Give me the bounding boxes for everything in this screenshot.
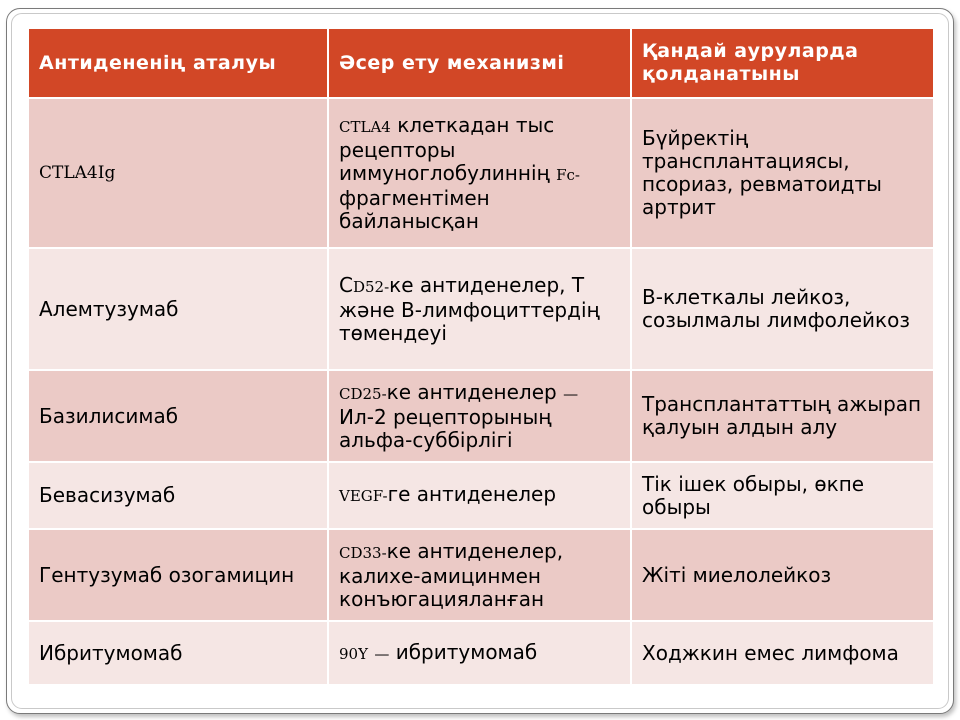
antibody-table bbox=[27, 27, 935, 686]
table-row bbox=[28, 248, 934, 370]
mechanism-cell bbox=[328, 98, 631, 248]
table-row bbox=[28, 462, 934, 529]
mechanism-cell bbox=[328, 621, 631, 685]
table-row bbox=[28, 98, 934, 248]
disease-cell: Трансплантаттың ажырап қалуын алдын алу bbox=[631, 370, 934, 462]
header-mechanism: Әсер ету механизмі bbox=[328, 28, 631, 98]
mechanism-text: клеткадан тыс рецепторы иммуноглобулиннің bbox=[339, 112, 555, 185]
mechanism-text: ге антиденелер bbox=[387, 482, 557, 506]
disease-cell: Тік ішек обыры, өкпе обыры bbox=[631, 462, 934, 529]
mechanism-code: CD25- bbox=[339, 384, 387, 403]
mechanism-text: ке антиденелер bbox=[386, 379, 557, 404]
mechanism-dash: — bbox=[563, 384, 579, 403]
mechanism-dash: — bbox=[374, 644, 390, 663]
mechanism-text-2: Ил-2 рецепторының альфа-суббірлігі bbox=[339, 404, 552, 452]
antibody-name: Ибритумомаб bbox=[28, 621, 328, 685]
antibody-name: Базилисимаб bbox=[28, 370, 328, 462]
disease-cell: Бүйректің трансплантациясы, псориаз, ревматоидты артрит bbox=[631, 98, 934, 248]
mechanism-code: VEGF- bbox=[339, 487, 388, 505]
mechanism-text: ке антиденелер, калихе-амицинмен конъюгацияланған bbox=[339, 538, 564, 611]
mechanism-code: CD33- bbox=[339, 543, 387, 562]
mechanism-code-2: Fc- bbox=[556, 165, 580, 184]
mechanism-letter: С bbox=[339, 272, 353, 297]
mechanism-code: CTLA4 bbox=[339, 117, 391, 136]
table-header-row bbox=[28, 28, 934, 98]
mechanism-cell bbox=[328, 370, 631, 462]
disease-cell: Жіті миелолейкоз bbox=[631, 529, 934, 621]
table-row bbox=[28, 370, 934, 462]
mechanism-code: D52- bbox=[352, 277, 390, 296]
table-row bbox=[28, 529, 934, 621]
mechanism-text: ибритумомаб bbox=[395, 639, 538, 664]
mechanism-cell bbox=[328, 529, 631, 621]
table-row bbox=[28, 621, 934, 685]
antibody-name: Алемтузумаб bbox=[28, 248, 328, 370]
header-disease: Қандай ауруларда қолданатыны bbox=[631, 28, 934, 98]
antibody-name: Бевасизумаб bbox=[28, 462, 328, 529]
mechanism-cell bbox=[328, 248, 631, 370]
disease-cell: В-клеткалы лейкоз, созылмалы лимфолейкоз bbox=[631, 248, 934, 370]
disease-cell: Ходжкин емес лимфома bbox=[631, 621, 934, 685]
header-name: Антидененің аталуы bbox=[28, 28, 328, 98]
mechanism-text: ке антиденелер, Т және В-лимфоциттердің төмендеуі bbox=[339, 272, 600, 345]
mechanism-code: 90Y bbox=[339, 644, 368, 663]
antibody-name: Гентузумаб озогамицин bbox=[28, 529, 328, 621]
antibody-name: CTLA4Ig bbox=[28, 98, 328, 248]
mechanism-cell bbox=[328, 462, 631, 529]
mechanism-text-2: фрагментімен байланысқан bbox=[339, 185, 490, 233]
